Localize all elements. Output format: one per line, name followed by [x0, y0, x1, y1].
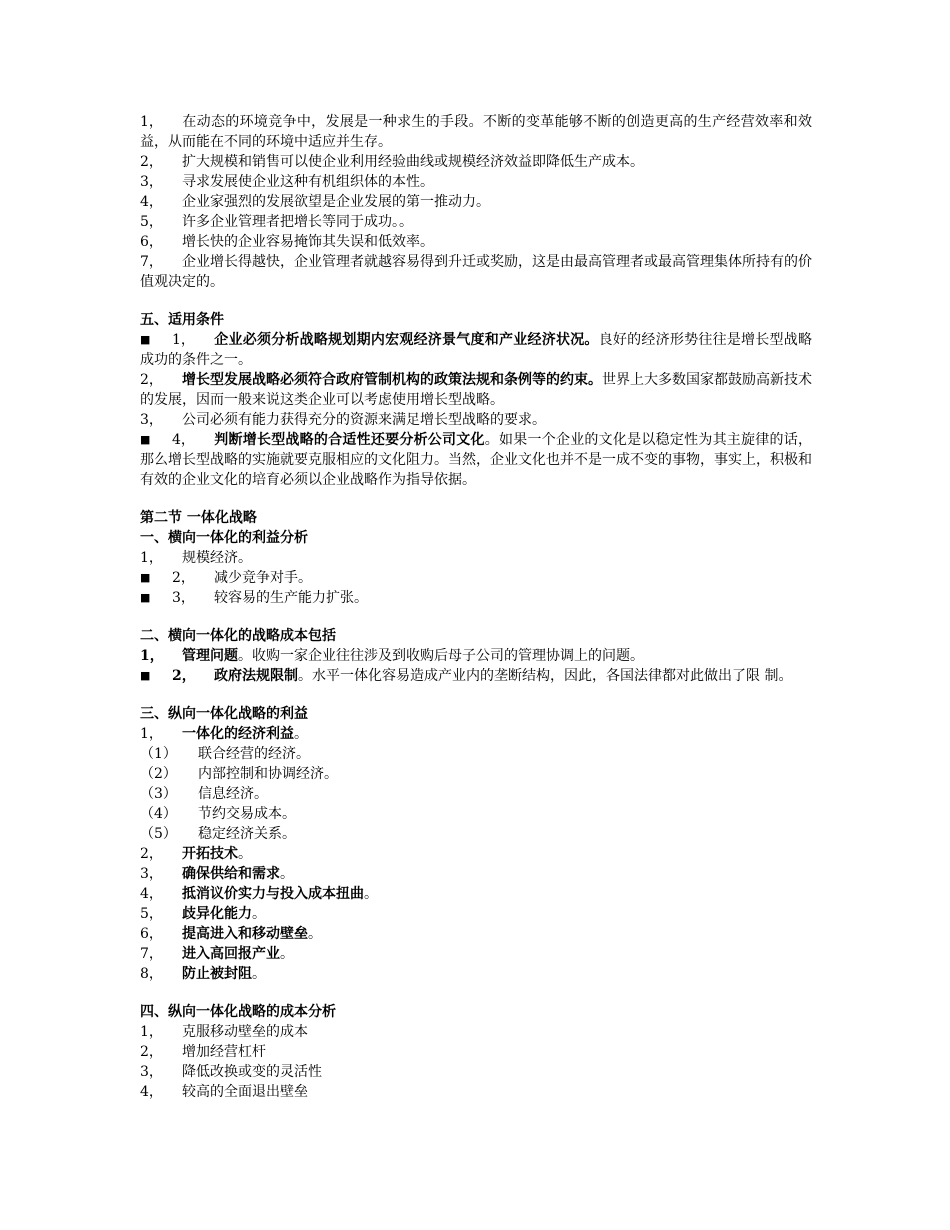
reasons-list	[140, 112, 812, 292]
list-item: 6， 提高进入和移动壁垒。	[140, 926, 322, 942]
list-item: 2， 开拓技术。	[140, 846, 252, 862]
list-item: 2， 增长型发展战略必须符合政府管制机构的政策法规和条例等的约束。世界上大多数国家都鼓励高新技术的发展，因而一般来说这类企业可以考虑使用增长型战略。	[140, 372, 812, 408]
list-item: 6， 增长快的企业容易掩饰其失误和低效率。	[140, 234, 434, 250]
list-item: 4， 抵消议价实力与投入成本扭曲。	[140, 886, 378, 902]
list-item: 5， 歧异化能力。	[140, 906, 266, 922]
section-heading: 四、纵向一体化战略的成本分析	[140, 1004, 336, 1020]
sub-list-item: （5） 稳定经济关系。	[140, 826, 296, 842]
list-item: 1， 管理问题。收购一家企业往往涉及到收购后母子公司的管理协调上的问题。	[140, 648, 644, 664]
list-item: 1， 一体化的经济利益。	[140, 726, 308, 742]
list-item: 4， 较高的全面退出壁垒	[140, 1084, 308, 1100]
list-item: ■ 1， 企业必须分析战略规划期内宏观经济景气度和产业经济状况。良好的经济形势往往是增长型战略成功的条件之一。	[140, 332, 813, 368]
section-heading: 一、横向一体化的利益分析	[140, 530, 308, 546]
section-heading: 三、纵向一体化战略的利益	[140, 706, 308, 722]
list-item: 4， 企业家强烈的发展欲望是企业发展的第一推动力。	[140, 194, 490, 210]
sub-list-item: （2） 内部控制和协调经济。	[140, 766, 338, 782]
list-item: 3， 寻求发展使企业这种有机组织体的本性。	[140, 174, 434, 190]
section-heading: 二、横向一体化的战略成本包括	[140, 628, 336, 644]
sub-list-item: （1） 联合经营的经济。	[140, 746, 310, 762]
list-item: 8， 防止被封阻。	[140, 966, 266, 982]
list-item: 1， 在动态的环境竞争中，发展是一种求生的手段。不断的变革能够不断的创造更高的生产经营效率和效益，从而能在不同的环境中适应并生存。	[140, 114, 812, 150]
list-item: ■ 3， 较容易的生产能力扩张。	[140, 590, 368, 606]
list-item: 3， 公司必须有能力获得充分的资源来满足增长型战略的要求。	[140, 412, 546, 428]
list-item: 3， 确保供给和需求。	[140, 866, 294, 882]
list-item: ■ 2， 减少竞争对手。	[140, 570, 312, 586]
bullet-icon: ■	[140, 333, 151, 346]
list-item: 2， 增加经营杠杆	[140, 1044, 266, 1060]
sub-list-item: （3） 信息经济。	[140, 786, 268, 802]
list-item: 2， 扩大规模和销售可以使企业利用经验曲线或规模经济效益即降低生产成本。	[140, 154, 644, 170]
list-item: ■ 2， 政府法规限制。水平一体化容易造成产业内的垄断结构，因此，各国法律都对此做出了限 制。	[140, 668, 793, 684]
list-item: 7， 进入高回报产业。	[140, 946, 294, 962]
chapter-heading: 第二节 一体化战略	[140, 510, 257, 526]
bullet-icon: ■	[140, 433, 151, 446]
list-item: 5， 许多企业管理者把增长等同于成功。。	[140, 214, 413, 230]
list-item: 1， 规模经济。	[140, 550, 252, 566]
bullet-icon: ■	[140, 669, 151, 682]
list-item: 7， 企业增长得越快，企业管理者就越容易得到升迁或奖励，这是由最高管理者或最高管理集体所持有的价值观决定的。	[140, 254, 812, 290]
bullet-icon: ■	[140, 571, 151, 584]
list-item: ■ 4， 判断增长型战略的合适性还要分析公司文化。如果一个企业的文化是以稳定性为其主旋律的话，那么增长型战略的实施就要克服相应的文化阻力。当然，企业文化也并不是一成不变的事物，事实上，积极和有效的企业文化的培育必须以企业战略作为指导依据。	[140, 432, 813, 488]
sub-list-item: （4） 节约交易成本。	[140, 806, 296, 822]
bullet-icon: ■	[140, 591, 151, 604]
section-heading: 五、适用条件	[140, 312, 224, 328]
list-item: 3， 降低改换或变的灵活性	[140, 1064, 322, 1080]
document-page	[140, 112, 812, 1102]
list-item: 1， 克服移动壁垒的成本	[140, 1024, 308, 1040]
